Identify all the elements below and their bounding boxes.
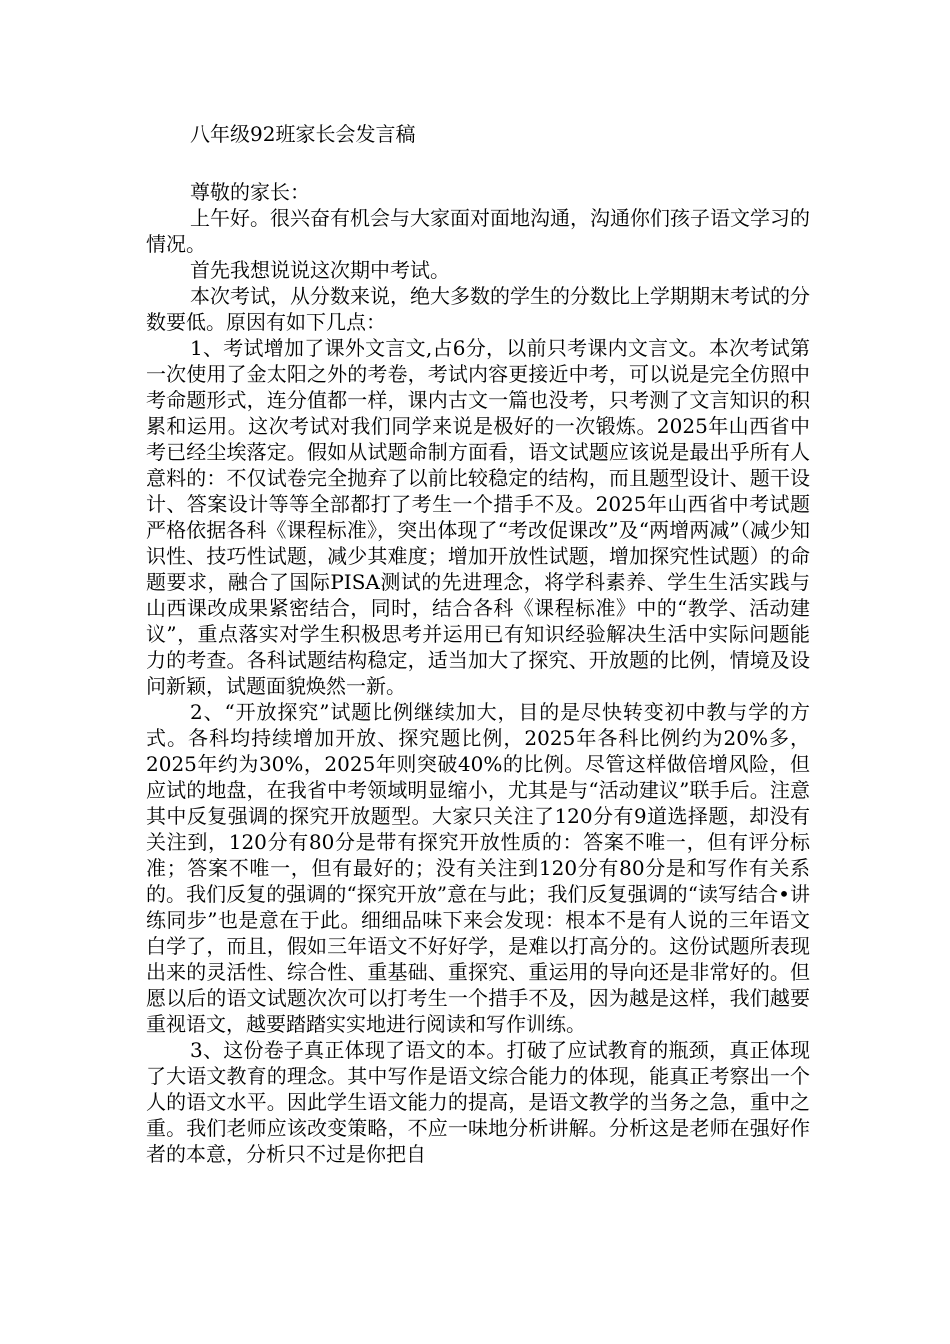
salutation: 尊敬的家长： (190, 180, 310, 204)
greeting-paragraph: 上午好。很兴奋有机会与大家面对面地沟通，沟通你们孩子语文学习的情况。 (146, 206, 810, 256)
reason-2-paragraph: 2、“开放探究”试题比例继续加大，目的是尽快转变初中教与学的方式。各科均持续增加开放、探究题比例，2025年各科比例约为20%多，2025年约为30%，2025年则突破40%的比例。尽管这样做倍增风险，但应试的地盘，在我省中考领域明显缩小，尤其是与“活动建议”联手后。注意其中反复强调的探究开放题型。大家只关注了120分有9道选择题，却没有关注到，120分有80分是带有探究开放性质的：答案不唯一，但有评分标准；答案不唯一，但有最好的；没有关注到120分有80分是和写作有关系的。我们反复的强调的“探究开放”意在与此；我们反复强调的“读写结合•讲练同步”也是意在于此。细细品味下来会发现：根本不是有人说的三年语文白学了，而且，假如三年语文不好好学，是难以打高分的。这份试题所表现出来的灵活性、综合性、重基础、重探究、重运用的导向还是非常好的。但愿以后的语文试题次次可以打考生一个措手不及，因为越是这样，我们越要重视语文，越要踏踏实实地进行阅读和写作训练。 (146, 700, 810, 1036)
reason-3-paragraph: 3、这份卷子真正体现了语文的本。打破了应试教育的瓶颈，真正体现了大语文教育的理念。其中写作是语文综合能力的体现，能真正考察出一个人的语文水平。因此学生语文能力的提高，是语文教学的当务之急，重中之重。我们老师应该改变策略，不应一味地分析讲解。分析这是老师在强好作者的本意，分析只不过是你把自 (146, 1038, 810, 1166)
document-page (146, 120, 810, 1167)
reason-1-paragraph: 1、考试增加了课外文言文,占6分，以前只考课内文言文。本次考试第一次使用了金太阳之外的考卷，考试内容更接近中考，可以说是完全仿照中考命题形式，连分值都一样，课内古文一篇也没考，只考测了文言知识的积累和运用。这次考试对我们同学来说是极好的一次锻炼。2025年山西省中考已经尘埃落定。假如从试题命制方面看，语文试题应该说是最出乎所有人意料的：不仅试卷完全抛弃了以前比较稳定的结构，而且题型设计、题干设计、答案设计等等全部都打了考生一个措手不及。2025年山西省中考试题严格依据各科《课程标准》，突出体现了“考改促课改”及“两增两减”（减少知识性、技巧性试题，减少其难度；增加开放性试题，增加探究性试题）的命题要求，融合了国际PISA测试的先进理念，将学科素养、学生生活实践与山西课改成果紧密结合，同时，结合各科《课程标准》中的“教学、活动建议”，重点落实对学生积极思考并运用已有知识经验解决生活中实际问题能力的考查。各科试题结构稳定，适当加大了探究、开放题的比例，情境及设问新颖，试题面貌焕然一新。 (146, 336, 810, 698)
score-summary-paragraph: 本次考试，从分数来说，绝大多数的学生的分数比上学期期末考试的分数要低。原因有如下几点： (146, 284, 810, 334)
intro-paragraph: 首先我想说说这次期中考试。 (190, 258, 450, 282)
document-title: 八年级92班家长会发言稿 (190, 122, 416, 146)
